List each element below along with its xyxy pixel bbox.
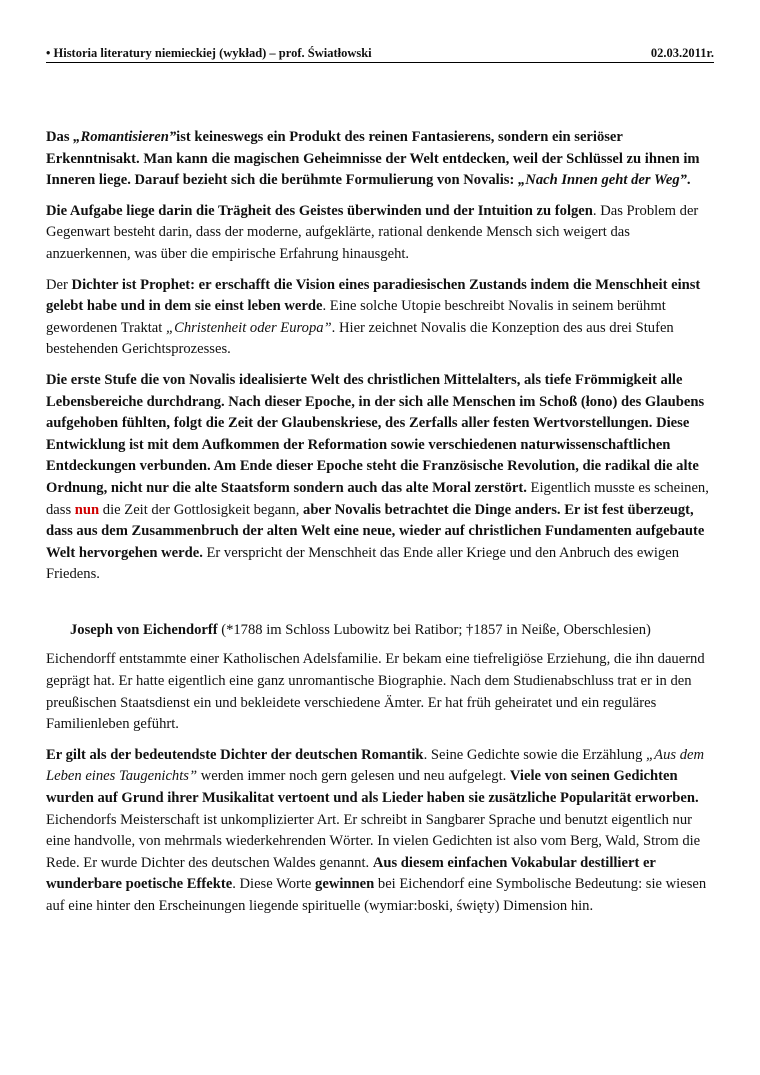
paragraph-romantisieren <box>46 127 718 192</box>
paragraph-drei-stufen: Die erste Stufe die von Novalis idealisierte Welt des christlichen Mittelalters, als tiefe Frömmigkeit alle Lebensbereiche durchdrang. Nach dieser Epoche, in der sich alle Menschen im Schoß (łono) des Glaubens aufgehoben fühlten, folgt die Zeit der Glaubenskriese, des Zerfalls aller festen Wertvorstellungen. Diese Entwicklung ist mit dem Aufkommen der Reformation sowie verschiedenen naturwissenschaftlichen Entdeckungen verbunden. Am Ende dieser Epoche steht die Französische Revolution, die radikal die alte Ordnung, nicht nur die alte Staatsform sondern auch das alte Moral zerstört. Eigentlich musste es scheinen, dass nun die Zeit der Gottlosigkeit begann, aber Novalis betrachtet die Dinge anders. Er ist fest überzeugt, dass aus dem Zusammenbruch der alten Welt eine neue, wieder auf christlichen Fundamenten aufgebaute Welt hervorgehen werde. Er verspricht der Menschheit das Ende aller Kriege und den Anbruch des ewigen Friedens. <box>46 371 709 583</box>
highlight-nun: nun <box>74 501 100 518</box>
p2-text: . Das Problem der Gegenwart besteht darin, dass der moderne, aufgeklärte, rational denkende Mensch sich weigert das anzuerkennen, was über die empirische Erfahrung hinausgeht. <box>46 202 699 262</box>
paragraph-aufgabe <box>46 201 718 266</box>
header-date: 02.03.2011r. <box>650 46 714 60</box>
p4-bold-a: Die erste Stufe die von Novalis idealisierte Welt des christlichen Mittelalters, als tiefe Frömmigkeit alle Lebensbereiche durchdrang. Nach dieser Epoche, in der sich alle Menschen im Schoß (łono) des Glaubens aufgehoben fühlten, folgt die Zeit der Glaubenskriese, des Zerfalls aller festen Wertvorstellungen. Diese Entwicklung ist mit dem Aufkommen der Reformation sowie verschiedenen naturwissenschaftlichen Entdeckungen verbunden. Am Ende dieser Epoche steht die Französische Revolution, die radikal die alte Ordnung, nicht nur die alte Staatsform sondern auch das alte Moral zerstört. <box>46 371 705 496</box>
eichendorff-name: Joseph von Eichendorff <box>70 621 218 638</box>
christenheit-title: „Christenheit oder Europa” <box>165 319 332 336</box>
section-heading-eichendorff <box>46 620 718 642</box>
taugenichts-title: „Aus dem Leben eines Taugenichts” <box>46 746 705 785</box>
document-body <box>46 127 718 927</box>
paragraph-dichter-prophet: Der Dichter ist Prophet: er erschafft die Vision eines paradiesischen Zustands indem die Menschheit einst gelebt habe und in dem sie einst leben werde. Eine solche Utopie beschreibt Novalis in seinem berühmt gewordenen Traktat „Christenheit oder Europa”. Hier zeichnet Novalis die Konzeption des aus drei Stufen bestehenden Gerichtsprozesses. <box>46 276 701 358</box>
paragraph-biographie: Eichendorff entstammte einer Katholischen Adelsfamilie. Er bekam eine tiefreligiöse Erziehung, die ihn dauernd geprägt hat. Er hatte eigentlich eine ganz unromantische Biographie. Nach dem Studienabschluss trat er in den preußischen Staatsdienst ein und bekleidete verschiedene Ämter. Er hat früh geheiratet und ein reguläres Familienleben geführt. <box>46 651 705 733</box>
p3-bold: Dichter ist Prophet: er erschafft die Vision eines paradiesischen Zustands indem die Menschheit einst gelebt habe und in dem sie einst leben werde <box>46 276 701 315</box>
eichendorff-dates: (*1788 im Schloss Lubowitz bei Ratibor; †1857 in Neiße, Oberschlesien) <box>217 621 651 638</box>
p1-bold: Das „Romantisieren”ist keineswegs ein Produkt des reinen Fantasierens, sondern ein seriöser Erkenntnisakt. Man kann die magischen Geheimnisse der Welt entdecken, weil der Schlüssel zu ihnen im Inneren liege. Darauf bezieht sich die berühmte Formulierung von Novalis: „Nach Innen geht der Weg”. <box>46 129 700 189</box>
header-course-title: • Historia literatury niemieckiej (wykład) – prof. Światłowski <box>46 46 372 60</box>
p2-bold: Die Aufgabe liege darin die Trägheit des Geistes überwinden und der Intuition zu folgen <box>46 202 593 219</box>
p4-bold-b: aber Novalis betrachtet die Dinge anders. Er ist fest überzeugt, dass aus dem Zusammenbruch der alten Welt eine neue, wieder auf christlichen Fundamenten aufgebaute Welt hervorgehen werde. <box>46 501 705 561</box>
paragraph-bedeutendste-dichter: Er gilt als der bedeutendste Dichter der deutschen Romantik. Seine Gedichte sowie die Erzählung „Aus dem Leben eines Taugenichts” werden immer noch gern gelesen und neu aufgelegt. Viele von seinen Gedichten wurden auf Grund ihrer Musikalitat vertoent und als Lieder haben sie zusätzliche Popularität erworben. Eichendorfs Meisterschaft ist unkomplizierter Art. Er schreibt in Sangbarer Sprache und benutzt eigentlich nur eine handvolle, von mehrmals wiederkehrenden Wörter. In vielen Gedichten ist also vom Berg, Wald, Strom die Rede. Er wurde Dichter des deutschen Waldes genannt. Aus diesem einfachen Vokabular destilliert er wunderbare poetische Effekte. Diese Worte gewinnen bei Eichendorf eine Symbolische Bedeutung: sie wiesen auf eine hinter den Erscheinungen liegende spirituelle (wymiar:boski, święty) Dimension hin. <box>46 746 707 914</box>
page-header <box>46 46 714 63</box>
